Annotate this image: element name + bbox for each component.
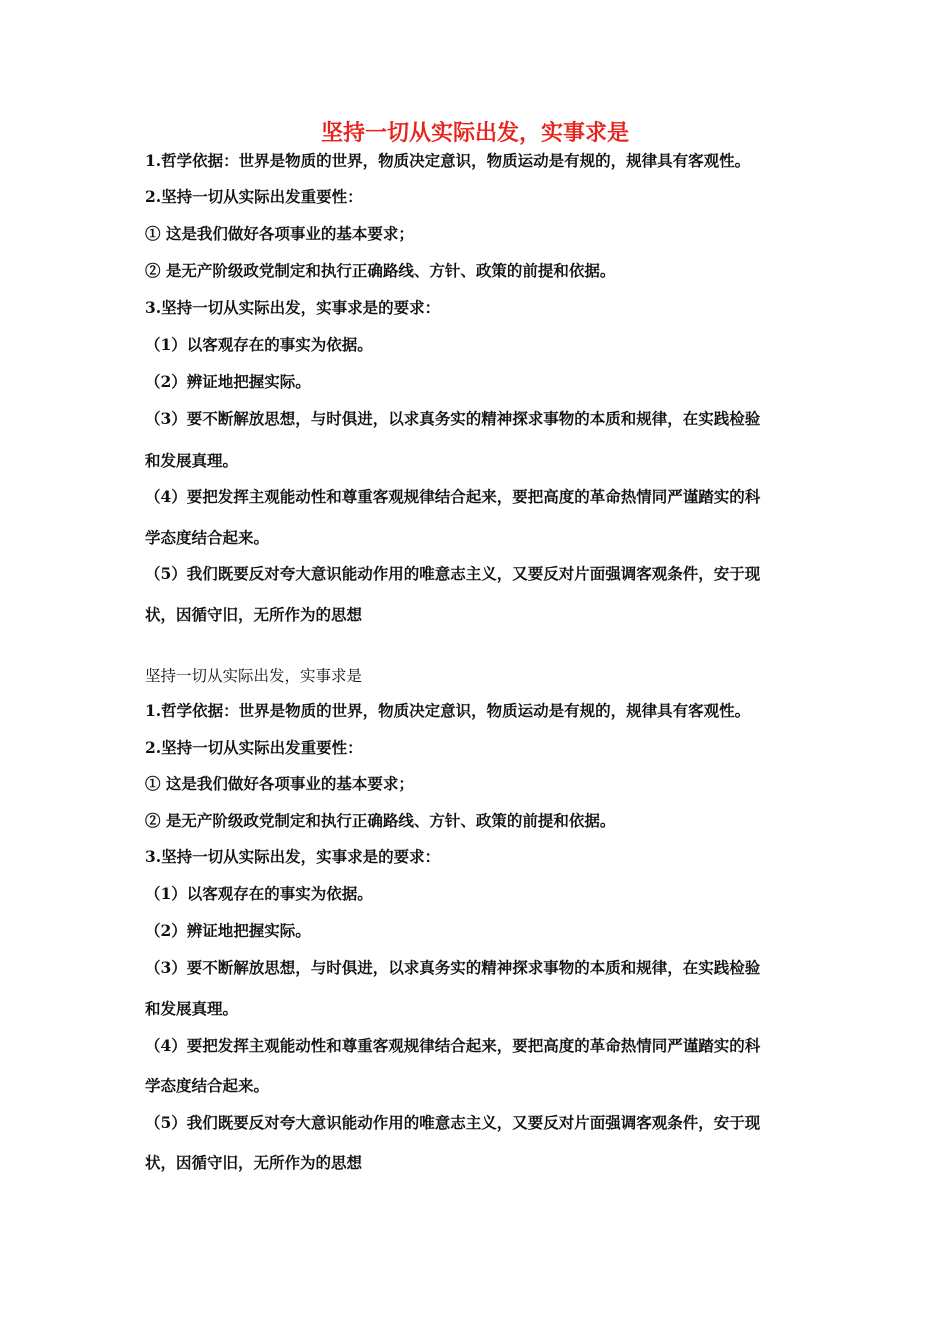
requirement-2: （2）辨证地把握实际。 [145, 372, 311, 391]
section-heading: 坚持一切从实际出发，实事求是 [145, 667, 363, 685]
importance-heading: 2.坚持一切从实际出发重要性： [145, 187, 363, 206]
requirement-4-line-2: 学态度结合起来。 [145, 528, 270, 547]
requirement-3-line-2: 和发展真理。 [145, 451, 239, 470]
basis-line: 1.哲学依据：世界是物质的世界，物质决定意识，物质运动是有规的，规律具有客观性。 [145, 151, 751, 170]
requirement-3-line-1: （3）要不断解放思想，与时俱进，以求真务实的精神探求事物的本质和规律，在实践检验 [145, 958, 761, 977]
requirements-heading: 3.坚持一切从实际出发，实事求是的要求： [145, 298, 441, 317]
requirement-2: （2）辨证地把握实际。 [145, 921, 311, 940]
requirements-heading: 3.坚持一切从实际出发，实事求是的要求： [145, 847, 441, 866]
requirement-5-line-2: 状，因循守旧，无所作为的思想 [145, 1153, 363, 1172]
page-title: 坚持一切从实际出发，实事求是 [320, 120, 629, 146]
importance-point-1: ① 这是我们做好各项事业的基本要求； [145, 224, 414, 243]
requirement-4-line-2: 学态度结合起来。 [145, 1076, 270, 1095]
requirement-4-line-1: （4）要把发挥主观能动性和尊重客观规律结合起来，要把高度的革命热情同严谨踏实的科 [145, 487, 761, 506]
requirement-5-line-1: （5）我们既要反对夸大意识能动作用的唯意志主义，又要反对片面强调客观条件，安于现 [145, 1113, 761, 1132]
requirement-3-line-1: （3）要不断解放思想，与时俱进，以求真务实的精神探求事物的本质和规律，在实践检验 [145, 409, 761, 428]
basis-line: 1.哲学依据：世界是物质的世界，物质决定意识，物质运动是有规的，规律具有客观性。 [145, 701, 751, 720]
importance-point-2: ② 是无产阶级政党制定和执行正确路线、方针、政策的前提和依据。 [145, 261, 616, 280]
importance-heading: 2.坚持一切从实际出发重要性： [145, 738, 363, 757]
requirement-1: （1）以客观存在的事实为依据。 [145, 335, 373, 354]
requirement-5-line-1: （5）我们既要反对夸大意识能动作用的唯意志主义，又要反对片面强调客观条件，安于现 [145, 564, 761, 583]
requirement-3-line-2: 和发展真理。 [145, 999, 239, 1018]
requirement-4-line-1: （4）要把发挥主观能动性和尊重客观规律结合起来，要把高度的革命热情同严谨踏实的科 [145, 1036, 761, 1055]
requirement-1: （1）以客观存在的事实为依据。 [145, 884, 373, 903]
importance-point-1: ① 这是我们做好各项事业的基本要求； [145, 774, 414, 793]
importance-point-2: ② 是无产阶级政党制定和执行正确路线、方针、政策的前提和依据。 [145, 811, 616, 830]
requirement-5-line-2: 状，因循守旧，无所作为的思想 [145, 605, 363, 624]
